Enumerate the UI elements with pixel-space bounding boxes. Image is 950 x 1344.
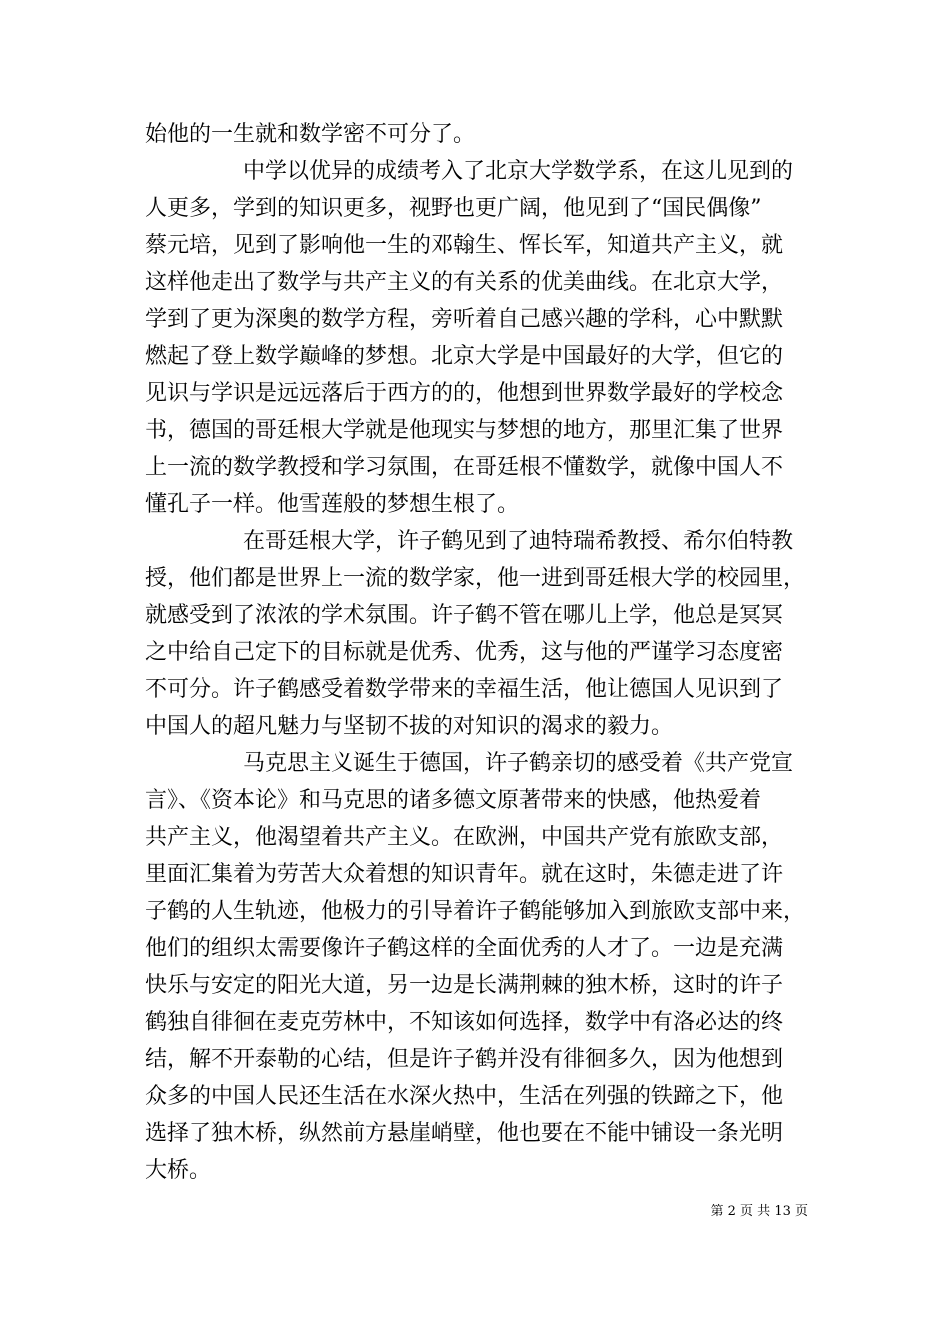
text-line: 蔡元培，见到了影响他一生的邓翰生、恽长军，知道共产主义，就 xyxy=(145,233,784,258)
text-line: 不可分。许子鹤感受着数学带来的幸福生活，他让德国人见识到了 xyxy=(145,677,784,702)
text-line: 见识与学识是远远落后于西方的的，他想到世界数学最好的学校念 xyxy=(145,381,784,406)
text-line: 共产主义，他渴望着共产主义。在欧洲，中国共产党有旅欧支部， xyxy=(145,825,784,850)
text-line: 言》、《资本论》和马克思的诸多德文原著带来的快感，他热爱着 xyxy=(145,788,762,813)
text-line: 书，德国的哥廷根大学就是他现实与梦想的地方，那里汇集了世界 xyxy=(145,418,784,443)
text-line: 选择了独木桥，纵然前方悬崖峭壁，他也要在不能中铺设一条光明 xyxy=(145,1121,784,1146)
text-line: 大桥。 xyxy=(145,1158,212,1183)
text-line: 鹤独自徘徊在麦克劳林中，不知该如何选择，数学中有洛必达的终 xyxy=(145,1010,784,1035)
text-line: 人更多，学到的知识更多，视野也更广阔，他见到了“国民偶像” xyxy=(145,196,762,221)
text-line: 快乐与安定的阳光大道，另一边是长满荆棘的独木桥，这时的许子 xyxy=(145,973,784,998)
paragraph-4 xyxy=(145,745,810,1189)
text-line: 中国人的超凡魅力与坚韧不拔的对知识的渴求的毅力。 xyxy=(145,714,674,739)
document-body xyxy=(145,116,810,1189)
text-line: 他们的组织太需要像许子鹤这样的全面优秀的人才了。一边是充满 xyxy=(145,936,784,961)
text-line: 始他的一生就和数学密不可分了。 xyxy=(145,122,476,147)
text-line: 马克思主义诞生于德国，许子鹤亲切的感受着《共产党宣 xyxy=(243,751,794,776)
text-line: 子鹤的人生轨迹，他极力的引导着许子鹤能够加入到旅欧支部中来， xyxy=(145,899,806,924)
text-line: 学到了更为深奥的数学方程，旁听着自己感兴趣的学科，心中默默 xyxy=(145,307,784,332)
text-line: 就感受到了浓浓的学术氛围。许子鹤不管在哪儿上学，他总是冥冥 xyxy=(145,603,784,628)
text-line: 上一流的数学教授和学习氛围，在哥廷根不懂数学，就像中国人不 xyxy=(145,455,784,480)
paragraph-3 xyxy=(145,523,810,745)
text-line: 之中给自己定下的目标就是优秀、优秀，这与他的严谨学习态度密 xyxy=(145,640,784,665)
text-line: 在哥廷根大学，许子鹤见到了迪特瑞希教授、希尔伯特教 xyxy=(243,529,794,554)
text-line: 燃起了登上数学巅峰的梦想。北京大学是中国最好的大学，但它的 xyxy=(145,344,784,369)
text-line: 这样他走出了数学与共产主义的有关系的优美曲线。在北京大学， xyxy=(145,270,784,295)
text-line: 懂孔子一样。他雪莲般的梦想生根了。 xyxy=(145,492,520,517)
text-line: 中学以优异的成绩考入了北京大学数学系，在这儿见到的 xyxy=(243,159,794,184)
text-line: 里面汇集着为劳苦大众着想的知识青年。就在这时，朱德走进了许 xyxy=(145,862,784,887)
paragraph-1 xyxy=(145,116,810,153)
text-line: 众多的中国人民还生活在水深火热中，生活在列强的铁蹄之下，他 xyxy=(145,1084,784,1109)
text-line: 结，解不开泰勒的心结，但是许子鹤并没有徘徊多久，因为他想到 xyxy=(145,1047,784,1072)
page-number-footer: 第 2 页 共 13 页 xyxy=(710,1204,808,1219)
paragraph-2 xyxy=(145,153,810,523)
text-line: 授，他们都是世界上一流的数学家，他一进到哥廷根大学的校园里， xyxy=(145,566,806,591)
